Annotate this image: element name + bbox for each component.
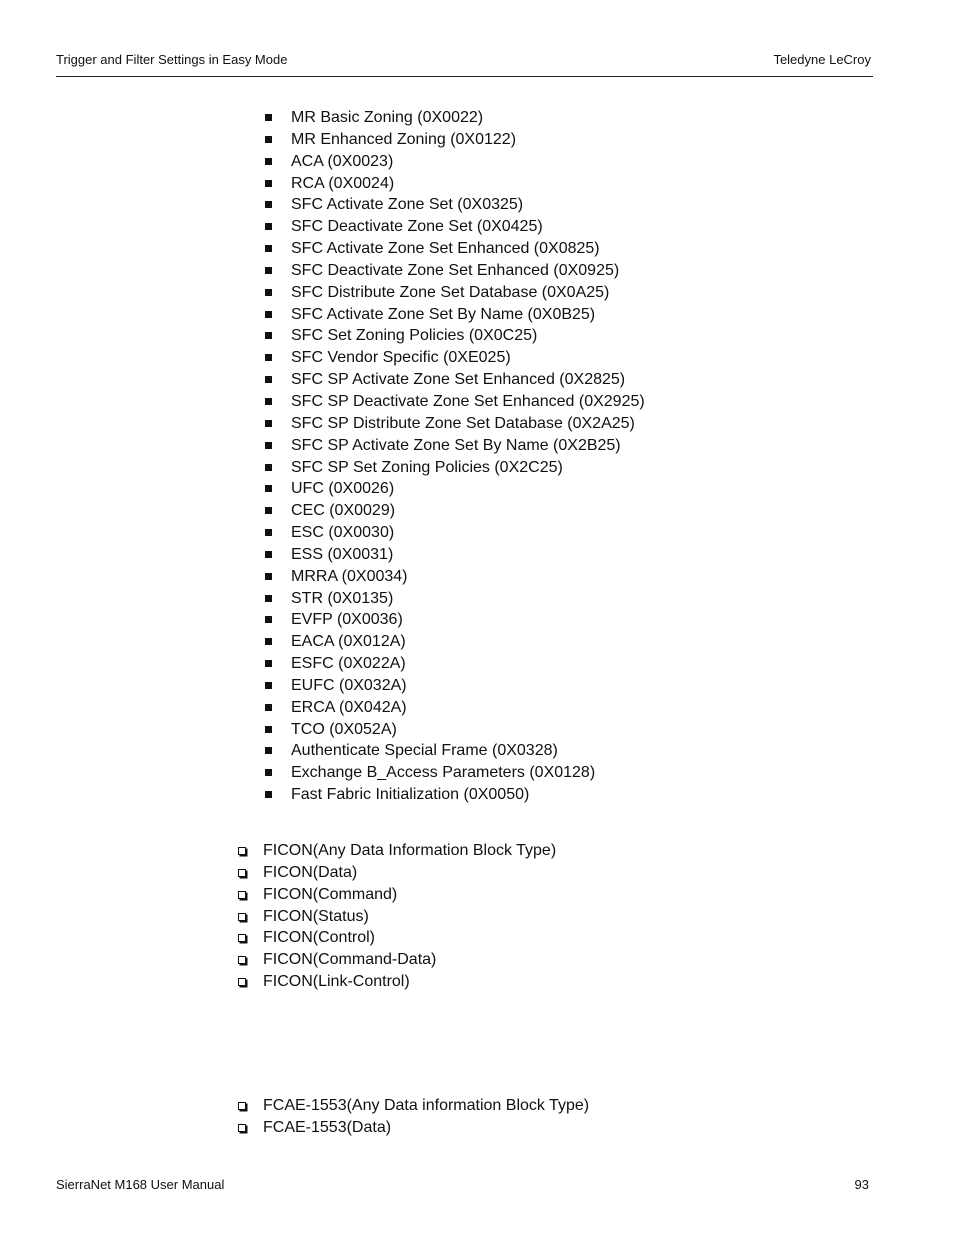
list-item-label: SFC SP Distribute Zone Set Database (0X2A25) — [291, 414, 635, 432]
square-bullet-icon — [265, 638, 272, 645]
list-item-label: FICON(Data) — [263, 863, 358, 881]
list-item-label: FICON(Control) — [263, 929, 376, 947]
list-item — [237, 863, 556, 885]
list-item-label: MRRA (0X0034) — [291, 567, 408, 585]
list-item — [264, 217, 645, 239]
list-item — [264, 348, 645, 370]
list-item — [264, 785, 645, 807]
list-item — [237, 972, 556, 994]
list-item — [264, 283, 645, 305]
checkbox-bullet-icon — [238, 934, 246, 942]
square-bullet-icon — [265, 223, 272, 230]
list-item-label: MR Basic Zoning (0X0022) — [291, 109, 484, 126]
list-item-label: MR Enhanced Zoning (0X0122) — [291, 130, 517, 148]
list-item-label: SFC Activate Zone Set Enhanced (0X0825) — [291, 240, 600, 258]
checkbox-bullet-icon — [238, 869, 246, 877]
square-bullet-icon — [265, 551, 272, 558]
list-item-label: CEC (0X0029) — [291, 502, 396, 520]
list-item — [264, 763, 645, 785]
checkbox-bullet-icon — [238, 978, 246, 986]
header-company: Teledyne LeCroy — [773, 52, 871, 67]
frame-type-bullet-list — [264, 108, 645, 807]
list-item — [264, 414, 645, 436]
list-item-label: SFC SP Deactivate Zone Set Enhanced (0X2925) — [291, 392, 645, 410]
list-item — [264, 458, 645, 480]
list-item-label: SFC SP Activate Zone Set By Name (0X2B25) — [291, 436, 621, 454]
list-item-label: ERCA (0X042A) — [291, 698, 407, 716]
square-bullet-icon — [265, 485, 272, 492]
square-bullet-icon — [265, 420, 272, 427]
list-item-label: SFC Activate Zone Set (0X0325) — [291, 196, 524, 214]
square-bullet-icon — [265, 201, 272, 208]
list-item-label: FCAE-1553(Data) — [263, 1118, 392, 1136]
square-bullet-icon — [265, 311, 272, 318]
checkbox-bullet-icon — [238, 1124, 246, 1132]
list-item — [264, 392, 645, 414]
square-bullet-icon — [265, 747, 272, 754]
square-bullet-icon — [265, 376, 272, 383]
list-item — [237, 1096, 589, 1118]
list-item — [264, 567, 645, 589]
list-item-label: FICON(Any Data Information Block Type) — [263, 842, 557, 859]
list-item — [264, 261, 645, 283]
square-bullet-icon — [265, 158, 272, 165]
fcae-checkbox-list — [237, 1096, 589, 1140]
list-item — [264, 654, 645, 676]
checkbox-bullet-icon — [238, 847, 246, 855]
list-item-label: STR (0X0135) — [291, 589, 394, 607]
list-item-label: EVFP (0X0036) — [291, 611, 403, 629]
square-bullet-icon — [265, 704, 272, 711]
square-bullet-icon — [265, 180, 272, 187]
checkbox-bullet-icon — [238, 956, 246, 964]
list-item-label: Exchange B_Access Parameters (0X0128) — [291, 764, 596, 782]
square-bullet-icon — [265, 573, 272, 580]
list-item — [264, 370, 645, 392]
list-item — [264, 676, 645, 698]
list-item-label: EUFC (0X032A) — [291, 676, 407, 694]
list-item-label: ESC (0X0030) — [291, 524, 395, 542]
list-item — [264, 479, 645, 501]
list-item — [264, 545, 645, 567]
square-bullet-icon — [265, 136, 272, 143]
footer-manual-title: SierraNet M168 User Manual — [56, 1177, 225, 1192]
checkbox-bullet-icon — [238, 913, 246, 921]
square-bullet-icon — [265, 267, 272, 274]
list-item-label: FCAE-1553(Any Data information Block Type) — [263, 1097, 590, 1114]
list-item — [264, 305, 645, 327]
ficon-checkbox-list — [237, 841, 556, 994]
list-item — [264, 326, 645, 348]
list-item — [264, 741, 645, 763]
square-bullet-icon — [265, 442, 272, 449]
list-item — [264, 632, 645, 654]
square-bullet-icon — [265, 726, 272, 733]
list-item-label: SFC Set Zoning Policies (0X0C25) — [291, 327, 538, 345]
square-bullet-icon — [265, 332, 272, 339]
list-item-label: ESFC (0X022A) — [291, 655, 406, 673]
checkbox-bullet-icon — [238, 891, 246, 899]
list-item — [264, 130, 645, 152]
page-number: 93 — [854, 1177, 869, 1192]
square-bullet-icon — [265, 791, 272, 798]
list-item-label: FICON(Status) — [263, 907, 369, 925]
list-item-label: Authenticate Special Frame (0X0328) — [291, 742, 558, 760]
list-item-label: Fast Fabric Initialization (0X0050) — [291, 786, 530, 804]
square-bullet-icon — [265, 769, 272, 776]
list-item-label: SFC SP Activate Zone Set Enhanced (0X2825) — [291, 371, 626, 389]
list-item — [264, 501, 645, 523]
square-bullet-icon — [265, 595, 272, 602]
list-item-label: SFC Vendor Specific (0XE025) — [291, 349, 511, 367]
header-section-title: Trigger and Filter Settings in Easy Mode — [56, 52, 288, 67]
checkbox-bullet-icon — [238, 1102, 246, 1110]
square-bullet-icon — [265, 289, 272, 296]
list-item-label: ESS (0X0031) — [291, 545, 394, 563]
list-item — [264, 152, 645, 174]
list-item — [264, 239, 645, 261]
list-item-label: FICON(Command-Data) — [263, 951, 437, 969]
list-item — [264, 195, 645, 217]
list-item-label: SFC SP Set Zoning Policies (0X2C25) — [291, 458, 563, 476]
list-item-label: TCO (0X052A) — [291, 720, 397, 738]
square-bullet-icon — [265, 114, 272, 121]
list-item — [237, 885, 556, 907]
list-item-label: UFC (0X0026) — [291, 480, 395, 498]
list-item-label: SFC Distribute Zone Set Database (0X0A25) — [291, 283, 610, 301]
list-item — [264, 174, 645, 196]
square-bullet-icon — [265, 682, 272, 689]
list-item — [264, 589, 645, 611]
list-item-label: ACA (0X0023) — [291, 152, 394, 170]
list-item — [264, 698, 645, 720]
square-bullet-icon — [265, 354, 272, 361]
square-bullet-icon — [265, 398, 272, 405]
square-bullet-icon — [265, 529, 272, 536]
list-item-label: SFC Activate Zone Set By Name (0X0B25) — [291, 305, 596, 323]
square-bullet-icon — [265, 464, 272, 471]
square-bullet-icon — [265, 660, 272, 667]
square-bullet-icon — [265, 507, 272, 514]
list-item — [237, 928, 556, 950]
list-item-label: SFC Deactivate Zone Set (0X0425) — [291, 218, 543, 236]
list-item-label: SFC Deactivate Zone Set Enhanced (0X0925) — [291, 261, 620, 279]
list-item-label: FICON(Link-Control) — [263, 973, 410, 991]
list-item — [237, 950, 556, 972]
list-item-label: FICON(Command) — [263, 885, 398, 903]
list-item — [264, 523, 645, 545]
list-item — [264, 108, 645, 130]
list-item — [237, 907, 556, 929]
page-header — [56, 52, 873, 77]
square-bullet-icon — [265, 245, 272, 252]
list-item — [264, 610, 645, 632]
list-item — [264, 436, 645, 458]
list-item — [264, 720, 645, 742]
list-item — [237, 841, 556, 863]
square-bullet-icon — [265, 616, 272, 623]
list-item-label: RCA (0X0024) — [291, 174, 395, 192]
list-item-label: EACA (0X012A) — [291, 633, 406, 651]
list-item — [237, 1118, 589, 1140]
